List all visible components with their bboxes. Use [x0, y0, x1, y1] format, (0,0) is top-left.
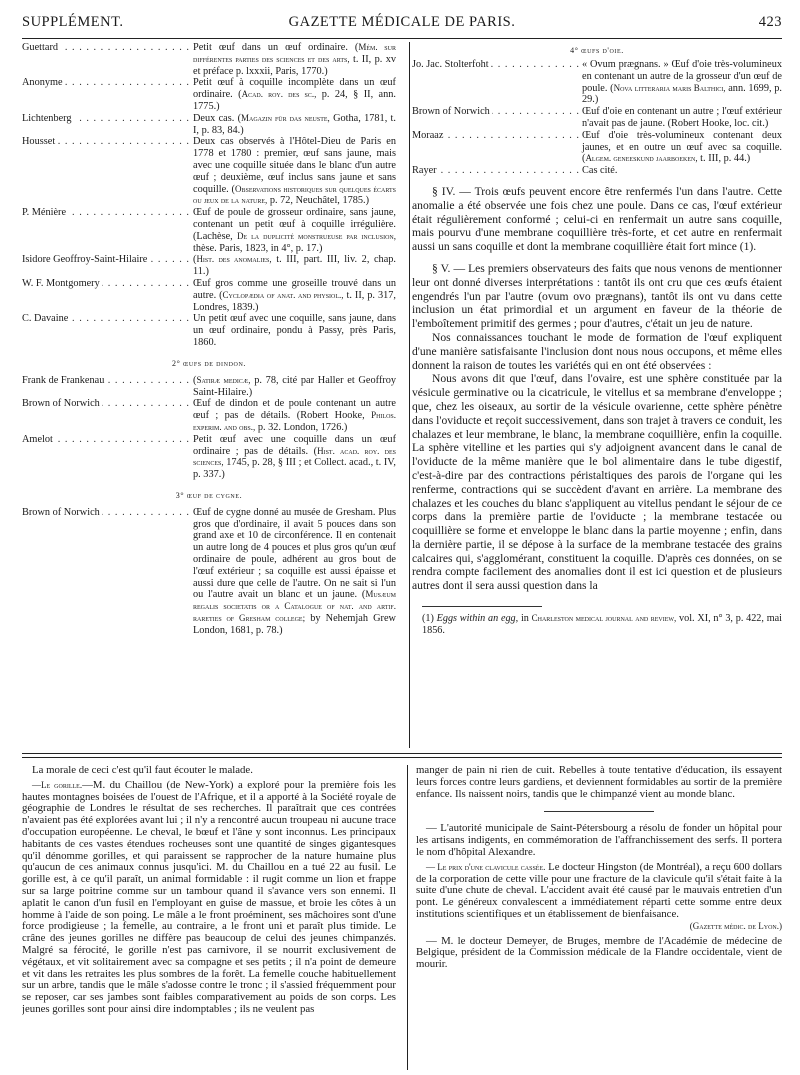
entry-description: Cas cité.	[582, 165, 618, 177]
section-iv: § IV. — Trois œufs peuvent encore être renfermés l'un dans l'autre. Cette anomalie a été observée une fois chez une poule. Dans ce cas, l'œuf extérieur était régulièrement conformé ; celui-ci en renfermait un autre sans coquille, mais pourvu d'une membrane coquillière très-forte, et cet autre en renfermait aussi un sans coquille et dont la membrane coquillière était fort mince (1).	[412, 184, 782, 254]
entry-author: Amelot . . .	[22, 434, 193, 481]
gorilla-article: —Le gorille.—M. du Chaillou (de New-York) a exploré pour la première fois les hautes montagnes boisées de l'ouest de l'Afrique, et il a apporté à la Société royale de géographie de Londres le résultat de ses recherches. Il paraîtrait que ces contrées n'avaient pas été explorées avant lui ; il n'y a rencontré aucun troupeau ni aucune trace d'occupation européenne. Le cheval, le bœuf et l'âne y sont inconnus. Les principaux habitants de ces vastes étendues rocheuses sont une quantité de singes gigantesques qu'il dénomme gorilles, et qui paraissent se rapprocher de la nature humaine plus qu'aucun de ces animaux connus jusqu'ici. M. du Chaillou en a tué 22 au fusil. Le gorille est, à ce qu'il paraît, un animal formidable : il rugit comme un lion et frappe sur sa large poitrine comme sur un tambour quand il s'avance vers son ennemi. Il aplatit le canon d'un fusil en l'employant en guise de massue, et broie les côtes à un homme à l'aide de son poing. Le mâle a le front proéminent, ses mâchoires sont d'une force prodigieuse ; la femelle, au contraire, a le front uni et paraît plus timide. Le crâne des jeunes gorilles ne diffère pas beaucoup de celui des jeunes chimpanzés. Malgré sa férocité, le gorille n'est pas carnivore, il se nourrit exclusivement de végétaux, et vit solitairement avec sa compagne et ses petits ; il n'a point de demeure et vit dans les retraites les plus sombres de la forêt. La femelle couche habituellement sur un arbre, tandis que le mâle s'adosse contre le tronc ; il s'assied fréquemment pour se reposer, car ses jambes sont faibles comparativement au poids de son corps. Les jeunes gorilles sont pour ainsi dire indomptables ; ils ne veulent pas	[22, 778, 396, 1015]
entry-author: C. Davaine . . .	[22, 313, 193, 348]
bibliography-entry	[412, 165, 782, 177]
demeyer-obituary: — M. le docteur Demeyer, de Bruges, membre de l'Académie de médecine de Belgique, président de la Commission médicale de la Flandre occidentale, vient de mourir.	[416, 934, 782, 971]
entry-description: Petit œuf dans un œuf ordinaire. (Mém. sur différentes parties des sciences et des arts, t. II, p. xv et préface p. lxxxii, Paris, 1770.)	[193, 42, 396, 77]
bibliography-entry	[22, 278, 396, 313]
news-right-column	[416, 765, 782, 1070]
entry-description: « Ovum prægnans. » Œuf d'oie très-volumineux en contenant un autre de la grosseur d'un œuf de poule. (Nova litteraria maris Balthici, ann. 1699, p. 29.)	[582, 59, 782, 106]
clavicle-article: — Le prix d'une clavicule cassée. Le docteur Hingston (de Montréal), a reçu 600 dollars de la corporation de cette ville pour une fracture de la clavicule qu'il s'était faite à la suite d'une chute de cheval. L'accident avait été causé par le mauvais entretien d'un pont. Le généreux convalescent a immédiatement réparti cette somme entre deux institutions scientifiques et un établissement de bienfaisance.	[416, 860, 782, 920]
entry-description: Un petit œuf avec une coquille, sans jaune, dans un œuf ordinaire, pondu à Passy, près Paris, 1860.	[193, 313, 396, 348]
bibliography-entry	[22, 254, 396, 278]
bibliography-entry	[22, 375, 396, 399]
clavicle-citation: (Gazette médic. de Lyon.)	[689, 920, 782, 931]
section-v: § V. — Les premiers observateurs des faits que nous venons de mentionner leur ont donné diverses interprétations : tantôt ils ont cru que ces œufs étaient engendrés l'un par l'autre (ovum ovo prægnans), tantôt ils ont vu dans cette inclusion un état primordial et un argument en faveur de la théorie de l'emboîtement primitif des germes ; pour d'autres, c'était un jeu de nature.	[412, 261, 782, 331]
moral-line: La morale de ceci c'est qu'il faut écouter le malade.	[32, 765, 253, 776]
entry-description: Œuf de poule de grosseur ordinaire, sans jaune, contenant un petit œuf à coquille irrégulière. (Lachèse, De la duplicité monstrueuse par inclusion, thèse. Paris, 1823, in 4°, p. 17.)	[193, 207, 396, 254]
bibliography-entry	[22, 42, 396, 77]
entry-author: Isidore Geoffroy-Saint-Hilaire . . .	[22, 254, 193, 278]
entry-author: Moraaz . . .	[412, 130, 582, 165]
entry-author: Anonyme . . .	[22, 77, 193, 112]
page-header	[22, 14, 782, 38]
news-left-column	[22, 765, 396, 1070]
entry-author: Frank de Frankenau . . .	[22, 375, 193, 399]
entry-author: Rayer . . .	[412, 165, 582, 177]
entries-group-3	[22, 507, 396, 637]
bibliography-entry	[22, 136, 396, 207]
entry-description: Deux cas observés à l'Hôtel-Dieu de Paris en 1778 et 1780 : premier, œuf sans jaune, mais avec une coquille située dans le blanc d'un autre œuf ; deuxième, œuf inclus sans jaune et sans coquille. (Observations historiques sur quelques écarts ou jeux de la nature, p. 72, Neuchâtel, 1785.)	[193, 136, 396, 207]
separator-rule-1	[544, 811, 654, 812]
subhead-goose-eggs: 4° œufs d'oie.	[570, 46, 624, 55]
page-number: 423	[758, 14, 782, 30]
bibliography-entry	[22, 507, 396, 637]
bibliography-entry	[412, 106, 782, 130]
entry-description: Œuf d'oie en contenant un autre ; l'œuf extérieur n'avait pas de jaune. (Robert Hooke, loc. cit.)	[582, 106, 782, 129]
bibliography-entry	[22, 77, 396, 112]
left-column	[22, 42, 396, 748]
entries-group-1	[22, 42, 396, 349]
entry-author: Jo. Jac. Stolterfoht . . .	[412, 59, 582, 106]
paragraph-knowledge: Nos connaissances touchant le mode de formation de l'œuf expliquent d'une manière satisfaisante l'inclusion dont nous nous occupons, et même elles donnent la raison de toutes les variétés qui en ont été observées :	[412, 330, 782, 372]
header-rule	[22, 38, 782, 39]
entry-author: Housset . . .	[22, 136, 193, 207]
right-column	[400, 42, 782, 748]
section-rule-2	[22, 757, 782, 758]
header-supplement: SUPPLÉMENT.	[22, 14, 124, 30]
entry-author: Brown of Norwich . . .	[412, 106, 582, 130]
entry-description: Deux cas. (Magazin für das neuste, Gotha, 1781, t. I, p. 83, 84.)	[193, 112, 396, 136]
entry-author: Lichtenberg . . .	[22, 113, 193, 137]
entry-description: Œuf de dindon et de poule contenant un autre œuf ; pas de détails. (Robert Hooke, Philos. experim. and obs., p. 32. London, 1726.)	[193, 398, 396, 433]
bibliography-entry	[412, 130, 782, 165]
subhead-swan-egg: 3° œuf de cygne.	[175, 490, 243, 500]
article-upper	[22, 42, 782, 748]
entry-description: (Hist. des anomalies, t. III, part. III, liv. 2, chap. 11.)	[193, 254, 396, 278]
entry-author: Brown of Norwich . . .	[22, 507, 193, 637]
news-column-divider	[407, 765, 408, 1070]
footnote-rule	[422, 606, 542, 607]
entry-description: Œuf gros comme une groseille trouvé dans un autre. (Cyclopædia of anat. and physiol., t. II, p. 317, Londres, 1839.)	[193, 277, 396, 313]
st-petersburg-hospital: — L'autorité municipale de Saint-Pétersbourg a résolu de fonder un hôpital pour les artisans indigents, en commémoration de l'affranchissement des serfs. Il portera le nom d'hôpital Alexandre.	[416, 822, 782, 858]
bibliography-entry	[412, 59, 782, 106]
entry-author: Brown of Norwich . . .	[22, 398, 193, 433]
entries-group-4	[412, 59, 782, 177]
entry-description: Petit œuf avec une coquille dans un œuf ordinaire ; pas de détails. (Hist. acad. roy. des sciences, 1745, p. 28, § III ; et Collect. acad., t. IV, p. 337.)	[193, 433, 396, 481]
footnote-1: (1) Eggs within an egg, in Charleston medical journal and review, vol. XI, n° 3, p. 422, mai 1856.	[422, 613, 782, 637]
entry-description: Œuf d'oie très-volumineux contenant deux jaunes, et en outre un œuf avec sa coquille. (Algem. geneeskund jaarboeken, t. III, p. 44.)	[582, 129, 782, 165]
entries-group-2	[22, 375, 396, 481]
entry-author: Guettard . . .	[22, 42, 193, 77]
news-section	[22, 765, 782, 1070]
entry-description: Petit œuf à coquille incomplète dans un œuf ordinaire. (Acad. roy. des sc., p. 24, § II, ann. 1775.)	[193, 77, 396, 112]
bibliography-entry	[22, 398, 396, 433]
bibliography-entry	[22, 113, 396, 137]
bibliography-entry	[22, 207, 396, 254]
bibliography-entry	[22, 313, 396, 348]
entry-author: P. Ménière . . .	[22, 207, 193, 254]
paragraph-formation: Nous avons dit que l'œuf, dans l'ovaire, est une sphère constituée par la vésicule germinative ou la cicatricule, le vitellus et sa membrane d'enveloppe ; que, chez les oiseaux, au sortir de la vésicule ovarienne, cette sphère pénètre dans l'oviducte et reçoit successivement, dans son trajet à travers ce conduit, les chalazes et leur membrane, le blanc, la membrane coquillière, enfin la coquille. La sphère vitelline et les parties qui s'y adjoignent avancent dans le canal de l'oviducte de la même manière que le bol alimentaire dans le tube digestif, c'est-à-dire par des contractions péristaltiques des parois de l'organe qui les renferme, contractions qui se succèdent d'avant en arrière. La membrane des chalazes et les couches du blanc s'appliquent au vitellus pendant le séjour de ce corps dans la première partie de l'oviducte ; la membrane testacée ou coquillière se forme et enveloppe le blanc dans la partie moyenne ; enfin, dans la dernière partie, il se dépose à la surface de la membrane testacée des grains calcaires qui, s'agglomérant, constituent la coquille. D'après ces données, on se rendra compte facilement des anomalies dont il est ici question et de plusieurs autres dont il sera aussi question dans la	[412, 372, 782, 593]
gorilla-continued: manger de pain ni rien de cuit. Rebelles à toute tentative d'éducation, ils essayent leurs forces contre leurs gardiens, et deviennent formidables au sortir de la première enfance. Ils naissent noirs, tandis que le chimpanzé vient au monde blanc.	[416, 765, 782, 800]
subhead-turkey-eggs: 2° œufs de dindon.	[171, 358, 246, 368]
section-rule-1	[22, 753, 782, 754]
header-journal-title: GAZETTE MÉDICALE DE PARIS.	[288, 14, 516, 30]
entry-author: W. F. Montgomery . . .	[22, 278, 193, 313]
entry-description: (Satiræ medicæ, p. 78, cité par Haller et Geoffroy Saint-Hilaire.)	[193, 374, 396, 398]
entry-description: Œuf de cygne donné au musée de Gresham. Plus gros que d'ordinaire, il avait 5 pouces dans son grand axe et 10 de circonférence. Il en contenait un autre long de 4 pouces et plus gros qu'un œuf ordinaire de poule, adhérent au gros bout de l'œuf extérieur ; sa coquille est aussi épaisse et aussi dure que celle de l'autre. On ne sait si l'un ou l'autre avait un blanc et un jaune. (Musæum regalis societatis or a Catalogue of nat. and artif. rareties of Gresham college; by Nehemjah Grew London, 1681, p. 78.)	[193, 506, 396, 636]
bibliography-entry	[22, 434, 396, 481]
